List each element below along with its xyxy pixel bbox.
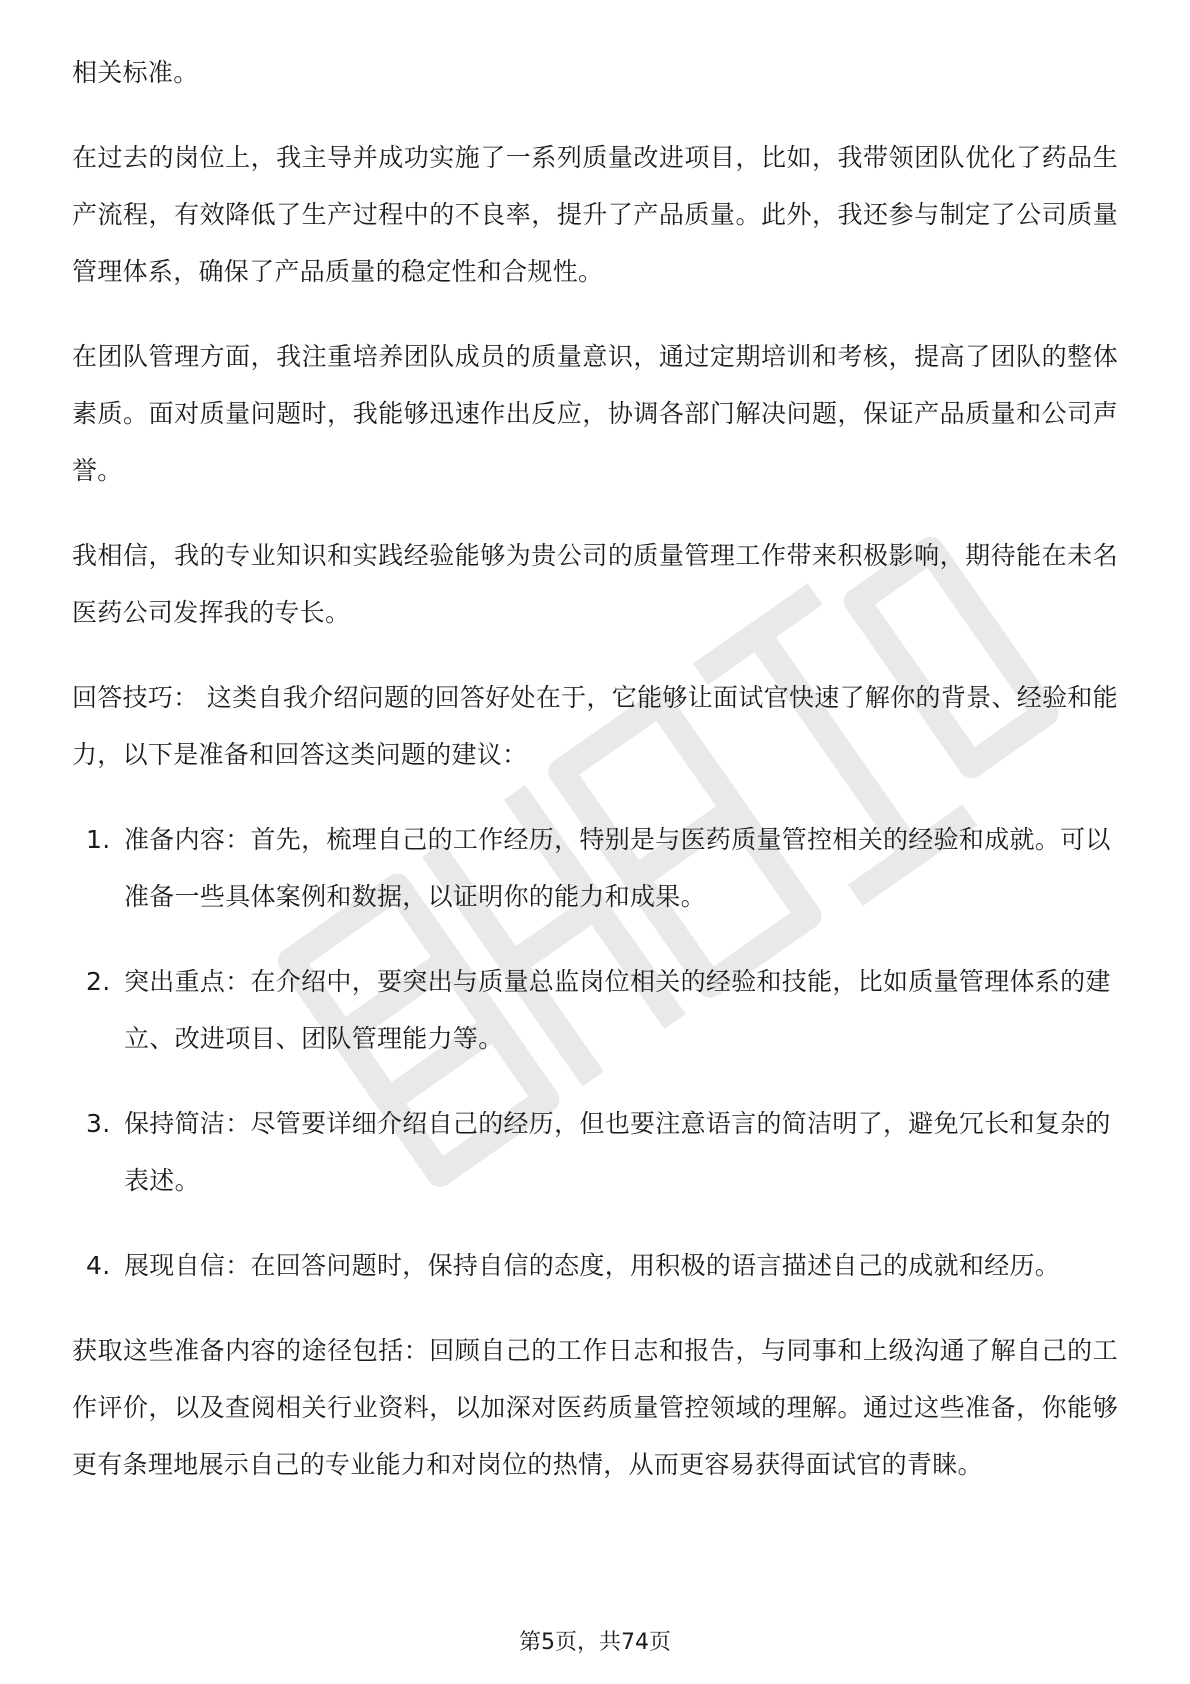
list-item-text: 保持简洁：尽管要详细介绍自己的经历，但也要注意语言的简洁明了，避免冗长和复杂的表述。 bbox=[124, 1109, 1111, 1195]
list-item bbox=[72, 953, 1118, 1067]
paragraph: 我相信，我的专业知识和实践经验能够为贵公司的质量管理工作带来积极影响，期待能在未名医药公司发挥我的专长。 bbox=[72, 541, 1118, 627]
closing-paragraph: 获取这些准备内容的途径包括：回顾自己的工作日志和报告，与同事和上级沟通了解自己的工作评价，以及查阅相关行业资料，以加深对医药质量管控领域的理解。通过这些准备，你能够更有条理地展示自己的专业能力和对岗位的热情，从而更容易获得面试官的青睐。 bbox=[72, 1336, 1118, 1479]
page-number-footer: 第5页，共74页 bbox=[519, 1630, 671, 1655]
answer-tips-intro: 回答技巧： 这类自我介绍问题的回答好处在于，它能够让面试官快速了解你的背景、经验和能力，以下是准备和回答这类问题的建议： bbox=[72, 683, 1118, 769]
paragraph: 在团队管理方面，我注重培养团队成员的质量意识，通过定期培训和考核，提高了团队的整体素质。面对质量问题时，我能够迅速作出反应，协调各部门解决问题，保证产品质量和公司声誉。 bbox=[72, 342, 1118, 485]
list-item bbox=[72, 1095, 1118, 1209]
paragraph: 相关标准。 bbox=[72, 58, 199, 87]
list-number: 1. bbox=[86, 825, 111, 854]
list-number: 2. bbox=[86, 967, 111, 996]
tips-list bbox=[72, 811, 1118, 1294]
list-item-text: 准备内容：首先，梳理自己的工作经历，特别是与医药质量管控相关的经验和成就。可以准备一些具体案例和数据，以证明你的能力和成果。 bbox=[124, 825, 1111, 911]
document-page bbox=[72, 44, 1118, 1521]
list-item-text: 突出重点：在介绍中，要突出与质量总监岗位相关的经验和技能，比如质量管理体系的建立、改进项目、团队管理能力等。 bbox=[124, 967, 1111, 1053]
list-item bbox=[72, 811, 1118, 925]
paragraph: 在过去的岗位上，我主导并成功实施了一系列质量改进项目，比如，我带领团队优化了药品生产流程，有效降低了生产过程中的不良率，提升了产品质量。此外，我还参与制定了公司质量管理体系，确保了产品质量的稳定性和合规性。 bbox=[72, 143, 1118, 286]
list-number: 4. bbox=[86, 1251, 111, 1280]
list-item-text: 展现自信：在回答问题时，保持自信的态度，用积极的语言描述自己的成就和经历。 bbox=[124, 1251, 1061, 1280]
list-number: 3. bbox=[86, 1109, 111, 1138]
list-item bbox=[72, 1237, 1118, 1294]
